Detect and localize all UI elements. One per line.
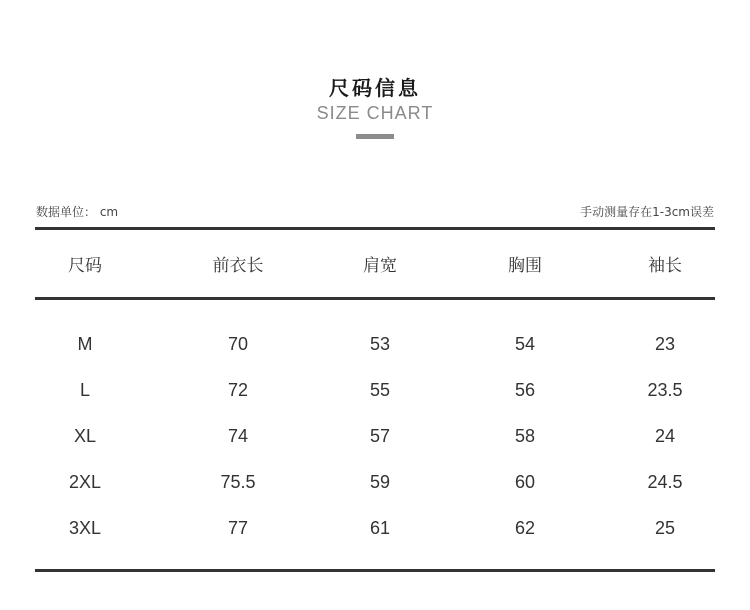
size-cell: XL [73,426,97,446]
table-row [0,329,750,359]
size-cell: 2XL [68,472,102,492]
title-underline [356,134,394,139]
shoulder-cell: 53 [369,334,391,354]
table-row [0,375,750,405]
tolerance-note: 手动测量存在1-3cm误差 [580,205,714,219]
page-subtitle: SIZE CHART [316,103,434,123]
column-header-size: 尺码 [68,256,102,276]
sleeve-cell: 23.5 [647,380,683,400]
sleeve-cell: 25 [654,518,676,538]
length-cell: 70 [227,334,249,354]
size-cell: L [79,380,90,400]
chest-cell: 58 [514,426,536,446]
sleeve-cell: 24.5 [647,472,683,492]
table-header-rule [35,297,715,300]
column-header-length: 前衣长 [212,256,264,276]
table-row [0,513,750,543]
length-cell: 74 [227,426,249,446]
table-header-row [0,251,750,281]
chest-cell: 60 [514,472,536,492]
size-cell: M [77,334,93,354]
shoulder-cell: 55 [369,380,391,400]
column-header-sleeve: 袖长 [648,256,682,276]
shoulder-cell: 57 [369,426,391,446]
unit-note: 数据单位： cm [36,205,119,219]
table-row [0,467,750,497]
table-row [0,421,750,451]
page-title: 尺码信息 [329,76,421,100]
length-cell: 72 [227,380,249,400]
chest-cell: 62 [514,518,536,538]
length-cell: 75.5 [220,472,256,492]
column-header-shoulder: 肩宽 [363,256,397,276]
column-header-chest: 胸围 [508,256,542,276]
size-cell: 3XL [68,518,102,538]
shoulder-cell: 61 [369,518,391,538]
sleeve-cell: 23 [654,334,676,354]
chest-cell: 54 [514,334,536,354]
table-bottom-rule [35,569,715,572]
shoulder-cell: 59 [369,472,391,492]
sleeve-cell: 24 [654,426,676,446]
length-cell: 77 [227,518,249,538]
chest-cell: 56 [514,380,536,400]
table-top-rule [35,227,715,230]
